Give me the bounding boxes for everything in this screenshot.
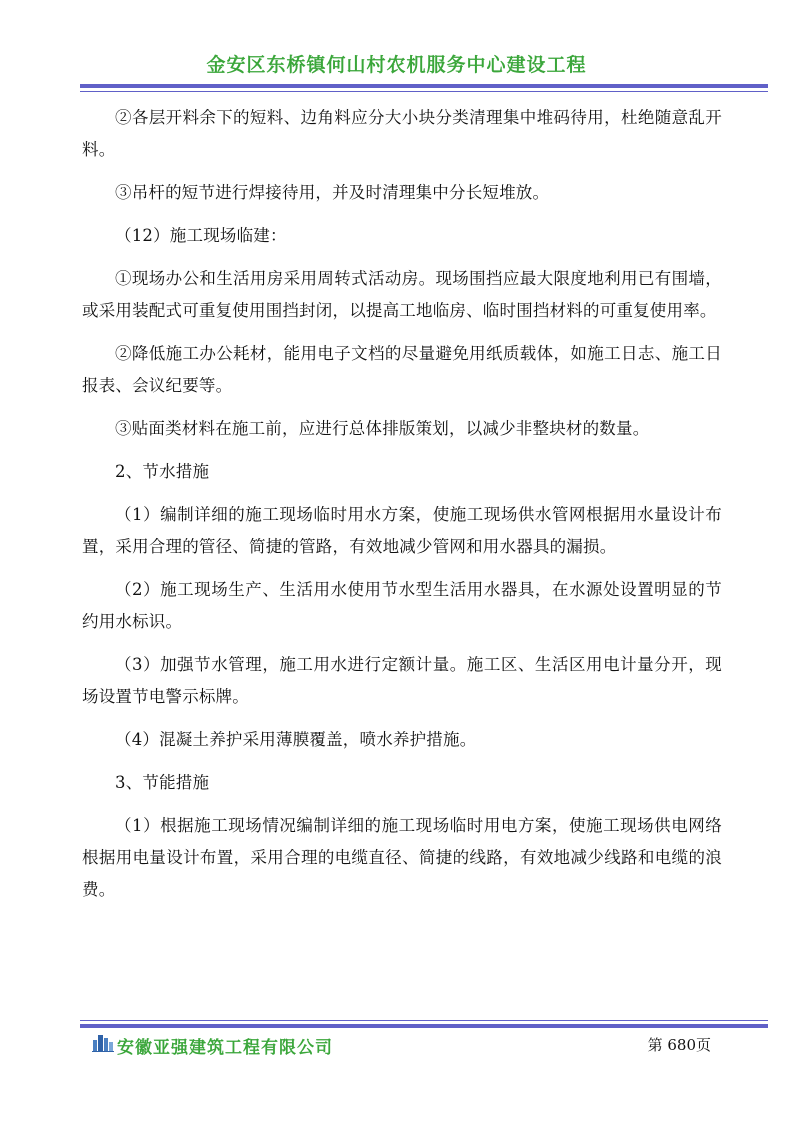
- paragraph: （1）编制详细的施工现场临时用水方案，使施工现场供水管网根据用水量设计布置，采用合理的管径、简捷的管路，有效地减少管网和用水器具的漏损。: [82, 505, 722, 556]
- header-rule-thick: [80, 84, 768, 88]
- footer-company-name: 安徽亚强建筑工程有限公司: [117, 1038, 333, 1058]
- paragraph: （1）根据施工现场情况编制详细的施工现场临时用电方案，使施工现场供电网络根据用电量设计布置，采用合理的电缆直径、简捷的线路，有效地减少线路和电缆的浪费。: [82, 816, 722, 899]
- paragraph: ②降低施工办公耗材，能用电子文档的尽量避免用纸质载体，如施工日志、施工日报表、会议纪要等。: [82, 344, 722, 395]
- document-body: [82, 102, 722, 917]
- footer-rule-thick: [80, 1024, 768, 1028]
- paragraph: （2）施工现场生产、生活用水使用节水型生活用水器具，在水源处设置明显的节约用水标识。: [82, 580, 722, 631]
- paragraph: ①现场办公和生活用房采用周转式活动房。现场围挡应最大限度地利用已有围墙，或采用装配式可重复使用围挡封闭，以提高工地临房、临时围挡材料的可重复使用率。: [82, 269, 722, 320]
- paragraph: （3）加强节水管理，施工用水进行定额计量。施工区、生活区用电计量分开，现场设置节电警示标牌。: [82, 655, 722, 706]
- paragraph: （4）混凝土养护采用薄膜覆盖，喷水养护措施。: [115, 730, 477, 749]
- header-rule-thin: [80, 91, 768, 92]
- section-heading: 2、节水措施: [115, 462, 210, 481]
- paragraph: ②各层开料余下的短料、边角料应分大小块分类清理集中堆码待用，杜绝随意乱开料。: [82, 108, 722, 159]
- section-heading: 3、节能措施: [115, 773, 210, 792]
- paragraph: ③吊杆的短节进行焊接待用，并及时清理集中分长短堆放。: [115, 183, 550, 202]
- page-header-title: 金安区东桥镇何山村农机服务中心建设工程: [206, 54, 587, 76]
- building-logo-icon: [92, 1032, 114, 1052]
- footer-rule-thin: [80, 1020, 768, 1021]
- paragraph: ③贴面类材料在施工前，应进行总体排版策划，以减少非整块材的数量。: [115, 419, 650, 438]
- page-number: 第 680页: [647, 1036, 711, 1054]
- section-heading: （12）施工现场临建：: [115, 226, 287, 245]
